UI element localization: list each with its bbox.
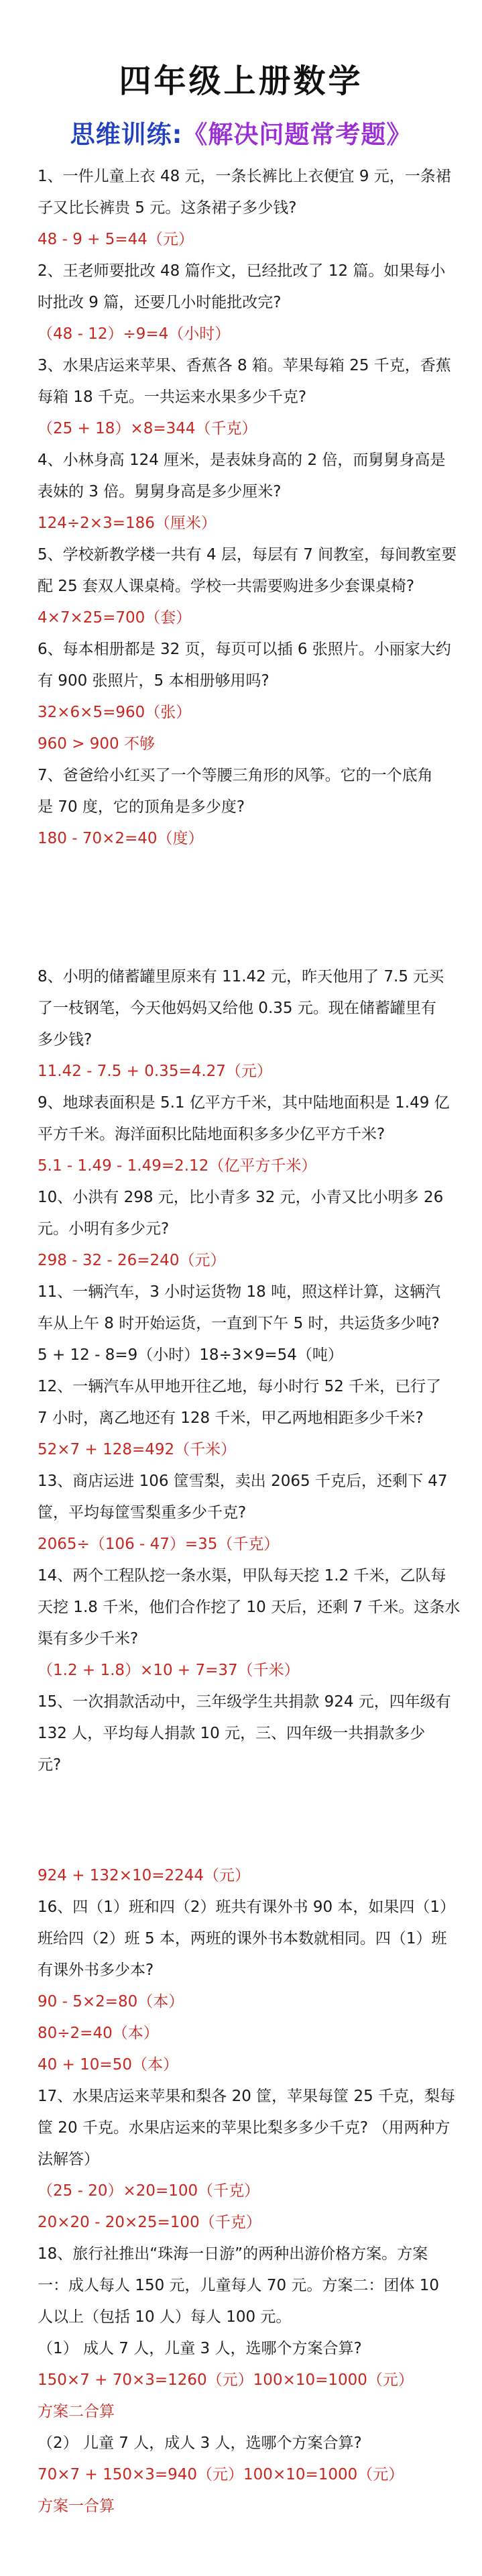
- answer-block: [38, 1529, 453, 1560]
- answer-block: [38, 224, 453, 256]
- page-subtitle: [0, 114, 482, 150]
- question-line: 渠有多少千米?: [38, 1630, 139, 1648]
- answer-line: 方案一合算: [38, 2498, 115, 2515]
- question-line: 7、爸爸给小红买了一个等腰三角形的风筝。它的一个底角: [38, 767, 433, 784]
- answer-line: 52×7 + 128=492（千米）: [38, 1441, 237, 1458]
- question-line: 2、王老师要批改 48 篇作文，已经批改了 12 篇。如果每小: [38, 262, 446, 280]
- answer-line: 32×6×5=960（张）: [38, 704, 192, 721]
- question-line: 6、每本相册都是 32 页，每页可以插 6 张照片。小丽家大约: [38, 641, 451, 658]
- answer-line: 124÷2×3=186（厘米）: [38, 515, 217, 532]
- answer-line: 180 - 70×2=40（度）: [38, 830, 204, 847]
- question-block: [38, 1466, 453, 1529]
- question-line: 表妹的 3 倍。舅舅身高是多少厘米?: [38, 483, 282, 500]
- answer-block: [38, 413, 453, 445]
- question-line: 法解答）: [38, 2151, 99, 2168]
- question-block: [38, 1277, 453, 1371]
- answer-line: 90 - 5×2=80（本）: [38, 1993, 184, 2010]
- question-block: [38, 2081, 456, 2176]
- answer-block: [38, 602, 453, 634]
- question-line: 有课外书多少本?: [38, 1962, 154, 1979]
- question-line: 14、两个工程队挖一条水渠，甲队每天挖 1.2 千米，乙队每: [38, 1567, 446, 1585]
- question-block: [38, 1087, 453, 1150]
- question-line: 9、地球表面积是 5.1 亿平方千米，其中陆地面积是 1.49 亿: [38, 1094, 450, 1112]
- answer-line: 48 - 9 + 5=44（元）: [38, 231, 194, 248]
- answer-line: 20×20 - 20×25=100（千克）: [38, 2214, 261, 2231]
- answer-block: [38, 823, 453, 855]
- question-line: 132 人，平均每人捐款 10 元，三、四年级一共捐款多少: [38, 1725, 426, 1742]
- answer-line: （48 - 12）÷9=4（小时）: [38, 325, 231, 343]
- answer-block: [38, 1150, 453, 1182]
- answer-line: 70×7 + 150×3=940（元）100×10=1000（元）: [38, 2466, 404, 2483]
- question-line: 15、一次捐款活动中，三年级学生共捐款 924 元，四年级有: [38, 1693, 451, 1711]
- answer-block: [38, 2459, 453, 2522]
- answer-line: 80÷2=40（本）: [38, 2025, 159, 2042]
- answer-block: [38, 508, 453, 539]
- answer-block: [38, 2176, 453, 2239]
- question-block: [38, 1371, 453, 1434]
- question-line: 4、小林身高 124 厘米，是表妹身高的 2 倍，而舅舅身高是: [38, 451, 446, 469]
- question-line: 了一枝钢笔，今天他妈妈又给他 0.35 元。现在储蓄罐里有: [38, 1000, 436, 1017]
- question-block: [38, 1686, 453, 1781]
- answer-line: （25 - 20）×20=100（千克）: [38, 2182, 260, 2200]
- question-block: [38, 2428, 453, 2459]
- question-block: [38, 961, 453, 1056]
- question-line: 17、水果店运来苹果和梨各 20 筐，苹果每筐 25 千克，梨每: [38, 2088, 456, 2105]
- answer-line: （1.2 + 1.8）×10 + 7=37（千米）: [38, 1662, 300, 1679]
- page-title: 四年级上册数学: [119, 62, 363, 100]
- answer-block: [38, 1986, 453, 2081]
- question-line: 多少钱?: [38, 1031, 93, 1049]
- answer-block: [38, 2365, 453, 2428]
- answer-line: 方案二合算: [38, 2403, 115, 2420]
- question-line: 16、四（1）班和四（2）班共有课外书 90 本，如果四（1）: [38, 1898, 456, 1916]
- answer-line: 960 > 900 不够: [38, 735, 156, 753]
- subtitle-lead: 思维训练:: [70, 120, 183, 149]
- answer-line: 4×7×25=700（套）: [38, 609, 192, 627]
- question-line: 筐，平均每筐雪梨重多少千克?: [38, 1504, 247, 1521]
- answer-line: 40 + 10=50（本）: [38, 2056, 178, 2074]
- answer-block: [38, 1056, 453, 1087]
- question-block: [38, 1892, 456, 1986]
- question-line: 子又比长裤贵 5 元。这条裙子多少钱?: [38, 199, 297, 217]
- answer-block: [38, 1860, 453, 1892]
- answer-block: [38, 1655, 453, 1686]
- question-line: 5 + 12 - 8=9（小时）18÷3×9=54（吨）: [38, 1346, 343, 1364]
- answer-line: 150×7 + 70×3=1260（元）100×10=1000（元）: [38, 2371, 414, 2389]
- question-block: [38, 1560, 461, 1655]
- answer-line: 298 - 32 - 26=240（元）: [38, 1252, 226, 1269]
- subtitle-focus: 《解决问题常考题》: [182, 120, 412, 149]
- question-line: 元。小明有多少元?: [38, 1220, 170, 1238]
- answer-block: [38, 1245, 453, 1277]
- answer-line: 2065÷（106 - 47）=35（千克）: [38, 1536, 280, 1553]
- question-block: [38, 256, 453, 319]
- question-line: 是 70 度，它的顶角是多少度?: [38, 798, 245, 816]
- question-line: 时批改 9 篇，还要几小时能批改完?: [38, 294, 282, 311]
- question-line: 每箱 18 千克。一共运来水果多少千克?: [38, 388, 307, 406]
- question-line: 配 25 套双人课桌椅。学校一共需要购进多少套课桌椅?: [38, 578, 415, 595]
- answer-block: [38, 697, 453, 760]
- question-block: [38, 634, 453, 697]
- answer-block: [38, 319, 453, 350]
- question-line: 10、小洪有 298 元，比小青多 32 元，小青又比小明多 26: [38, 1189, 444, 1206]
- answer-line: （25 + 18）×8=344（千克）: [38, 420, 257, 437]
- question-line: 18、旅行社推出“珠海一日游”的两种出游价格方案。方案: [38, 2245, 428, 2263]
- question-line: 筐 20 千克。水果店运来的苹果比梨多多少千克? （用两种方: [38, 2119, 450, 2137]
- question-line: 12、一辆汽车从甲地开往乙地，每小时行 52 千米，已行了: [38, 1378, 442, 1395]
- question-block: [38, 445, 453, 508]
- question-block: [38, 1182, 453, 1245]
- question-line: （2） 儿童 7 人，成人 3 人，选哪个方案合算?: [38, 2434, 362, 2452]
- question-block: [38, 161, 453, 224]
- question-line: 天挖 1.8 千米，他们合作挖了 10 天后，还剩 7 千米。这条水: [38, 1599, 461, 1616]
- question-line: （1） 成人 7 人，儿童 3 人，选哪个方案合算?: [38, 2340, 362, 2357]
- question-block: [38, 350, 453, 413]
- answer-block: [38, 1434, 453, 1466]
- question-line: 有 900 张照片，5 本相册够用吗?: [38, 672, 269, 690]
- question-line: 7 小时，离乙地还有 128 千米，甲乙两地相距多少千米?: [38, 1409, 424, 1427]
- question-line: 8、小明的储蓄罐里原来有 11.42 元，昨天他用了 7.5 元买: [38, 968, 444, 985]
- question-line: 平方千米。海洋面积比陆地面积多多少亿平方千米?: [38, 1126, 385, 1143]
- question-line: 13、商店运进 106 筐雪梨，卖出 2065 千克后，还剩下 47: [38, 1472, 448, 1490]
- question-line: 人以上（包括 10 人）每人 100 元。: [38, 2308, 292, 2326]
- question-line: 一：成人每人 150 元，儿童每人 70 元。方案二：团体 10: [38, 2277, 439, 2294]
- question-line: 车从上午 8 时开始运货，一直到下午 5 时，共运货多少吨?: [38, 1315, 440, 1332]
- question-line: 3、水果店运来苹果、香蕉各 8 箱。苹果每箱 25 千克，香蕉: [38, 357, 451, 374]
- question-line: 班给四（2）班 5 本，两班的课外书本数就相同。四（1）班: [38, 1930, 447, 1947]
- question-block: [38, 2239, 453, 2365]
- question-line: 元?: [38, 1756, 62, 1774]
- question-line: 11、一辆汽车，3 小时运货物 18 吨，照这样计算，这辆汽: [38, 1283, 441, 1301]
- answer-line: 11.42 - 7.5 + 0.35=4.27（元）: [38, 1063, 272, 1080]
- question-line: 1、一件儿童上衣 48 元，一条长裤比上衣便宜 9 元，一条裙: [38, 168, 451, 185]
- question-line: 5、学校新教学楼一共有 4 层，每层有 7 间教室，每间教室要: [38, 546, 457, 564]
- answer-line: 5.1 - 1.49 - 1.49=2.12（亿平方千米）: [38, 1157, 317, 1175]
- answer-line: 924 + 132×10=2244（元）: [38, 1867, 251, 1884]
- question-block: [38, 760, 453, 823]
- question-block: [38, 539, 457, 602]
